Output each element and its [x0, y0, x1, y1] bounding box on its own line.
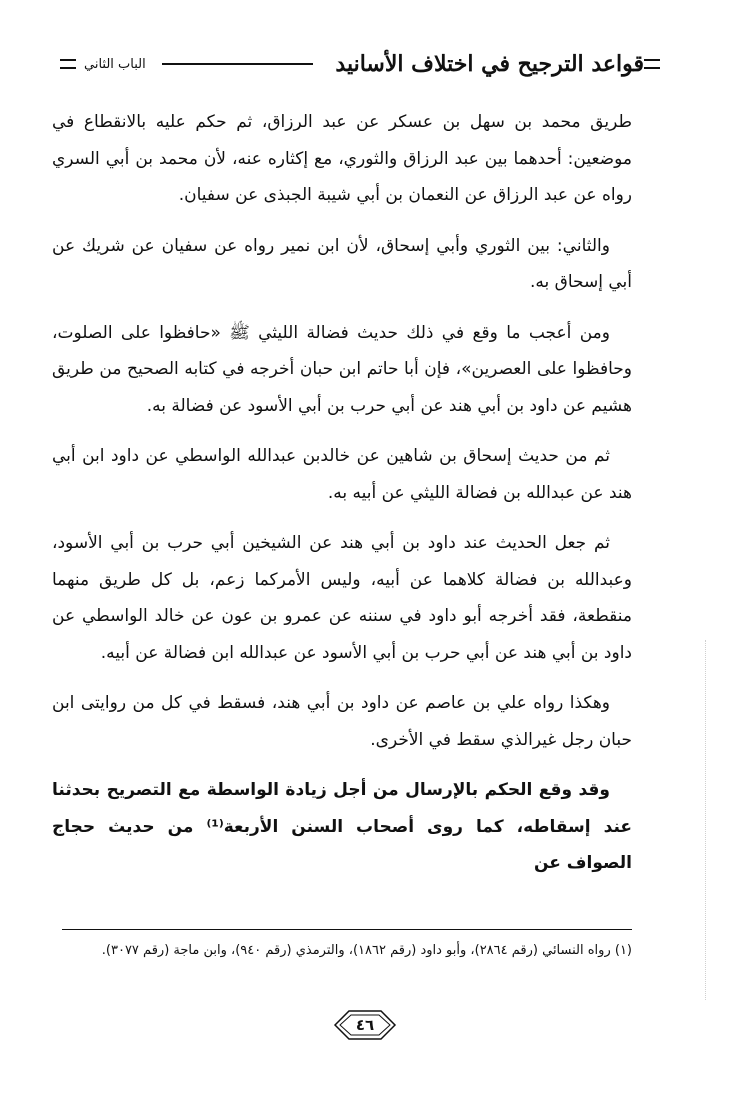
paragraph: وقد وقع الحكم بالإرسال من أجل زيادة الواسطة مع التصريح بحدثنا عند إسقاطه، كما روى أصحاب السنن الأربعة⁽¹⁾ من حديث حجاج الصواف عن — [52, 780, 632, 873]
body-text — [52, 104, 632, 896]
paragraph: ومن أعجب ما وقع في ذلك حديث فضالة الليثي ﷺ «حافظوا على الصلوت، وحافظوا على العصرين»، فإن أبا حاتم ابن حبان أخرجه في كتابه الصحيح من طريق هشيم عن داود بن أبي هند عن أبي حرب بن أبي الأسود عن فضالة به. — [52, 322, 632, 416]
header-chapter-group — [60, 57, 154, 72]
header-ornament-bar — [60, 59, 76, 69]
footnote: (١) رواه النسائي (رقم ٢٨٦٤)، وأبو داود (رقم ١٨٦٢)، والترمذي (رقم ٩٤٠)، وابن ماجة (رقم ٣٠٧٧). — [101, 943, 632, 958]
book-title: قواعد الترجيح في اختلاف الأسانيد — [335, 51, 644, 77]
paragraph: وهكذا رواه علي بن عاصم عن داود بن أبي هند، فسقط في كل من روايتى ابن حبان رجل غيرالذي سقط في الأخرى. — [52, 693, 632, 750]
page-number-ornament — [331, 1008, 399, 1042]
scan-margin-mark — [705, 640, 710, 1000]
paragraph: طريق محمد بن سهل بن عسكر عن عبد الرزاق، ثم حكم عليه بالانقطاع في موضعين: أحدهما بين عبد الرزاق والثوري، مع إكثاره عنه، لأن محمد بن أبي السري رواه عن عبد الرزاق عن النعمان بن أبي شيبة الجبذى عن سفيان. — [52, 112, 632, 205]
header-ornament-bar — [644, 59, 660, 69]
paragraph: والثاني: بين الثوري وأبي إسحاق، لأن ابن نمير رواه عن سفيان عن شريك عن أبي إسحاق به. — [52, 235, 632, 292]
chapter-title: الباب الثاني — [84, 56, 146, 72]
header-title-group — [321, 51, 660, 77]
footnote-separator — [62, 929, 632, 930]
paragraph: ثم جعل الحديث عند داود بن أبي هند عن الشيخين أبي حرب بن أبي الأسود، وعبدالله بن فضالة كلاهما عن أبيه، وليس الأمركما زعم، بل كل طريق منهما منقطعة، فقد أخرجه أبو داود في سننه عن عمرو بن عون عن خالد الواسطي عن داود بن أبي هند عن أبي حرب بن أبي الأسود عن عبدالله ابن فضالة عن أبيه. — [52, 533, 632, 663]
paragraph: ثم من حديث إسحاق بن شاهين عن خالدبن عبدالله الواسطي عن داود ابن أبي هند عن عبدالله بن فضالة الليثي عن أبيه به. — [52, 446, 632, 503]
header-rule — [162, 63, 314, 65]
page-header — [60, 44, 660, 84]
page-number: ٤٦ — [355, 1016, 375, 1034]
